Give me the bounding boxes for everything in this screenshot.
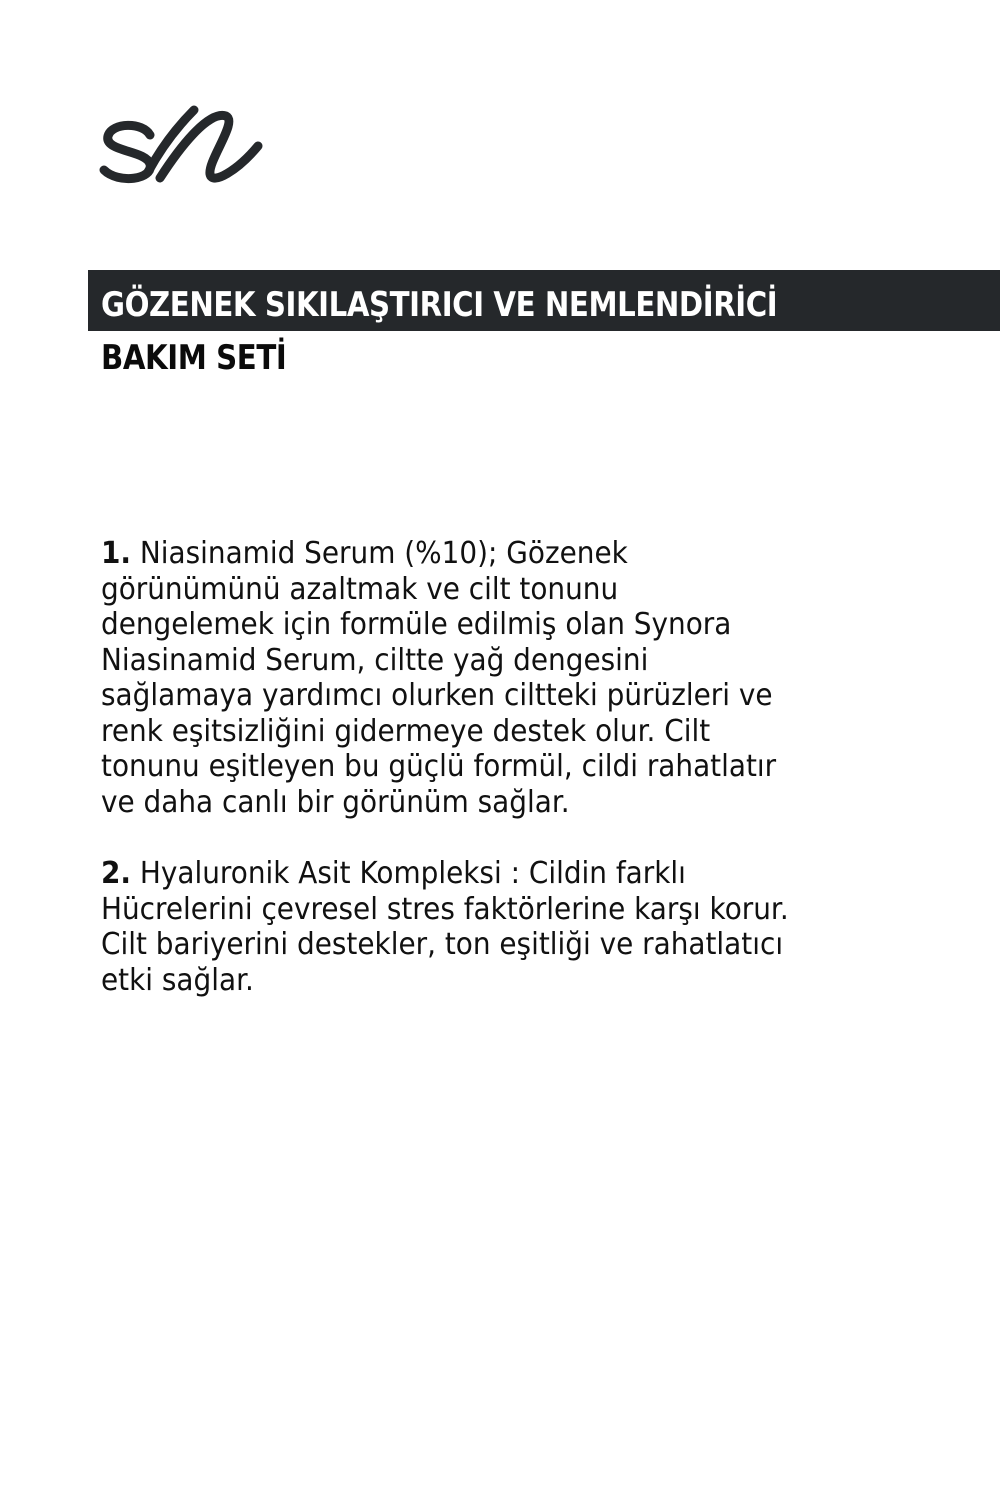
page-title-line-1: GÖZENEK SIKILAŞTIRICI VE NEMLENDİRİCİ <box>101 285 778 325</box>
text-line: ve daha canlı bir görünüm sağlar. <box>101 784 570 820</box>
text-line: dengelemek için formüle edilmiş olan Synora <box>101 607 732 642</box>
sn-script-monogram-icon <box>98 100 266 190</box>
text-line: tonunu eşitleyen bu güçlü formül, cildi rahatlatır <box>101 749 777 784</box>
text-line: sağlamaya yardımcı olurken ciltteki pürüzleri ve <box>101 678 773 713</box>
text-line: Cilt bariyerini destekler, ton eşitliği ve rahatlatıcı <box>101 927 784 962</box>
item-number: 1. <box>101 536 132 571</box>
text-line: etki sağlar. <box>101 962 254 998</box>
item-number: 2. <box>101 856 132 891</box>
page-title-line-2: BAKIM SETİ <box>101 338 287 378</box>
text-line: görünümünü azaltmak ve cilt tonunu <box>101 571 619 607</box>
list-item-hyaluronic-acid-complex <box>101 856 941 998</box>
text-line: 2. Hyaluronik Asit Kompleksi : Cildin farklı <box>101 856 686 891</box>
text-line: 1. Niasinamid Serum (%10); Gözenek <box>101 536 628 571</box>
product-description <box>101 536 941 1034</box>
text-line: renk eşitsizliğini gidermeye destek olur. Cilt <box>101 713 711 749</box>
text-line: Hücrelerini çevresel stres faktörlerine karşı korur. <box>101 891 789 927</box>
text-line: Niasinamid Serum, ciltte yağ dengesini <box>101 642 649 678</box>
brand-logo <box>98 100 266 190</box>
list-item-niacinamide-serum <box>101 536 941 820</box>
